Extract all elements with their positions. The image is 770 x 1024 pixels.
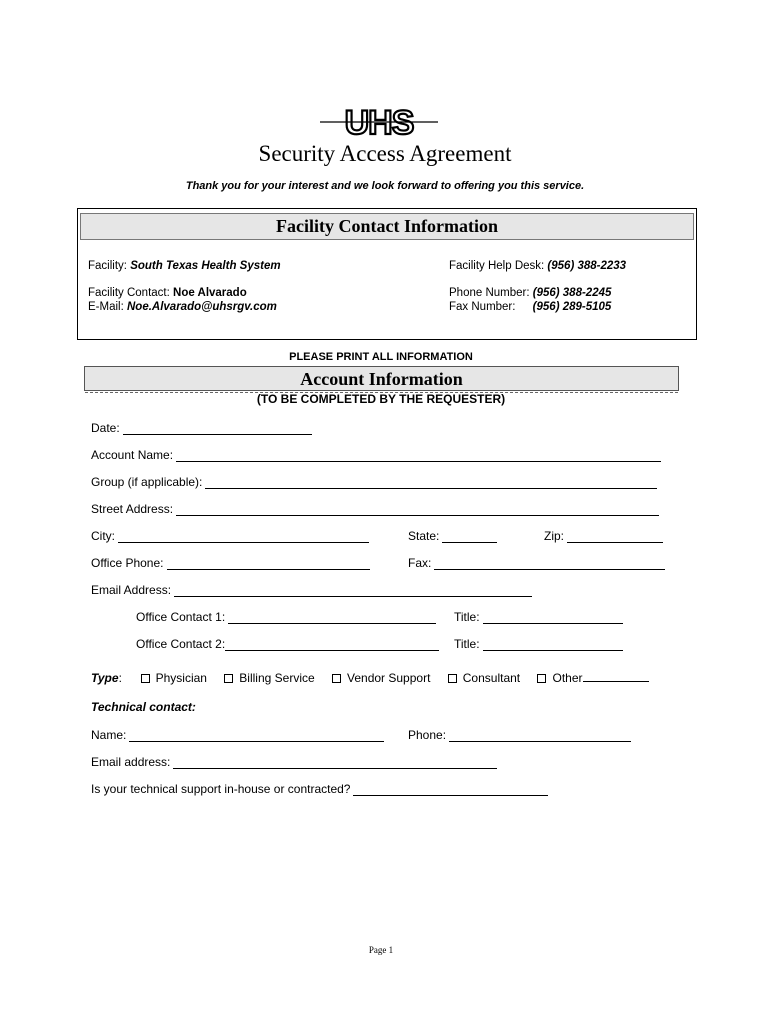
office-phone-label: Office Phone: [91, 556, 164, 570]
fax-line[interactable] [434, 559, 665, 570]
street-field[interactable] [91, 502, 659, 516]
phone-row [449, 287, 611, 299]
phone-label: Phone Number: [449, 287, 530, 299]
account-name-label: Account Name: [91, 448, 174, 462]
zip-label: Zip: [544, 529, 565, 543]
title-1-label: Title: [454, 610, 480, 624]
title-2-label: Title: [454, 637, 480, 651]
state-label: State: [408, 529, 440, 543]
title-2-field[interactable] [454, 637, 623, 651]
street-line[interactable] [176, 505, 659, 516]
city-line[interactable] [118, 532, 369, 543]
type-option-other[interactable] [537, 671, 648, 685]
tech-phone-label: Phone: [408, 728, 447, 742]
title-1-line[interactable] [483, 613, 623, 624]
tech-name-field[interactable] [91, 728, 384, 742]
helpdesk-value: (956) 388-2233 [547, 260, 627, 272]
type-option-billing-service[interactable] [224, 671, 314, 685]
phone-value: (956) 388-2245 [532, 287, 612, 299]
helpdesk-row [449, 260, 626, 272]
street-label: Street Address: [91, 502, 174, 516]
uhs-logo-graphic [318, 104, 440, 140]
print-all-note: PLEASE PRINT ALL INFORMATION [289, 351, 473, 363]
date-line[interactable] [123, 424, 312, 435]
billing-service-label: Billing Service [239, 671, 315, 685]
email-line[interactable] [174, 586, 532, 597]
vendor-support-checkbox[interactable] [332, 674, 341, 683]
consultant-label: Consultant [462, 671, 521, 685]
office-contact-2-line[interactable] [225, 640, 439, 651]
office-contact-1-line[interactable] [228, 613, 436, 624]
city-label: City: [91, 529, 115, 543]
other-checkbox[interactable] [537, 674, 546, 683]
type-option-consultant[interactable] [448, 671, 520, 685]
title-2-line[interactable] [483, 640, 623, 651]
state-field[interactable] [408, 529, 497, 543]
facility-section-heading: Facility Contact Information [80, 213, 694, 240]
facility-value: South Texas Health System [130, 260, 281, 272]
contact-row [88, 287, 247, 299]
tech-email-line[interactable] [173, 758, 497, 769]
tech-email-field[interactable] [91, 755, 497, 769]
fax-value: (956) 289-5105 [532, 301, 612, 313]
fax-field-label: Fax: [408, 556, 432, 570]
group-field[interactable] [91, 475, 657, 489]
zip-line[interactable] [567, 532, 663, 543]
group-line[interactable] [205, 478, 657, 489]
contact-label: Facility Contact: [88, 287, 170, 299]
city-field[interactable] [91, 529, 369, 543]
office-phone-line[interactable] [167, 559, 370, 570]
vendor-support-label: Vendor Support [347, 671, 431, 685]
fax-field[interactable] [408, 556, 665, 570]
date-label: Date: [91, 421, 120, 435]
type-label: Type [91, 671, 119, 685]
tech-support-label: Is your technical support in-house or contracted? [91, 782, 351, 796]
other-line[interactable] [583, 671, 649, 682]
fax-row [449, 301, 611, 313]
contact-value: Noe Alvarado [173, 287, 247, 299]
email-label: E-Mail: [88, 301, 124, 313]
date-field[interactable] [91, 421, 312, 435]
helpdesk-label: Facility Help Desk: [449, 260, 545, 272]
email-field-label: Email Address: [91, 583, 172, 597]
zip-field[interactable] [544, 529, 663, 543]
title-1-field[interactable] [454, 610, 623, 624]
technical-contact-heading: Technical contact: [91, 700, 196, 714]
office-contact-1-field[interactable] [136, 610, 436, 624]
email-value: Noe.Alvarado@uhsrgv.com [126, 301, 277, 313]
office-contact-1-label: Office Contact 1: [136, 610, 226, 624]
office-contact-2-label: Office Contact 2: [136, 637, 226, 651]
tech-email-label: Email address: [91, 755, 171, 769]
tech-phone-line[interactable] [449, 731, 631, 742]
intro-text: Thank you for your interest and we look forward to offering you this service. [185, 180, 585, 192]
billing-service-checkbox[interactable] [224, 674, 233, 683]
email-row [88, 301, 277, 313]
account-name-field[interactable] [91, 448, 661, 462]
type-row [91, 671, 649, 685]
facility-row [88, 260, 281, 272]
tech-name-line[interactable] [129, 731, 384, 742]
account-section-heading: Account Information [84, 366, 679, 391]
type-colon: : [118, 671, 122, 685]
tech-support-field[interactable] [91, 782, 548, 796]
state-line[interactable] [442, 532, 497, 543]
physician-label: Physician [155, 671, 207, 685]
other-label: Other [552, 671, 583, 685]
facility-label: Facility: [88, 260, 127, 272]
document-title: Security Access Agreement [258, 141, 512, 166]
tech-support-line[interactable] [353, 785, 548, 796]
page-number: Page 1 [368, 945, 394, 955]
office-contact-2-field[interactable] [136, 637, 439, 651]
type-option-vendor-support[interactable] [332, 671, 430, 685]
email-field[interactable] [91, 583, 532, 597]
account-name-line[interactable] [176, 451, 661, 462]
fax-label: Fax Number: [449, 301, 516, 313]
requester-note: (TO BE COMPLETED BY THE REQUESTER) [256, 392, 506, 406]
group-label: Group (if applicable): [91, 475, 203, 489]
tech-name-label: Name: [91, 728, 127, 742]
logo-text: UHS [344, 104, 414, 140]
type-option-physician[interactable] [141, 671, 207, 685]
uhs-logo [318, 104, 440, 140]
office-phone-field[interactable] [91, 556, 370, 570]
physician-checkbox[interactable] [141, 674, 150, 683]
tech-phone-field[interactable] [408, 728, 631, 742]
consultant-checkbox[interactable] [448, 674, 457, 683]
